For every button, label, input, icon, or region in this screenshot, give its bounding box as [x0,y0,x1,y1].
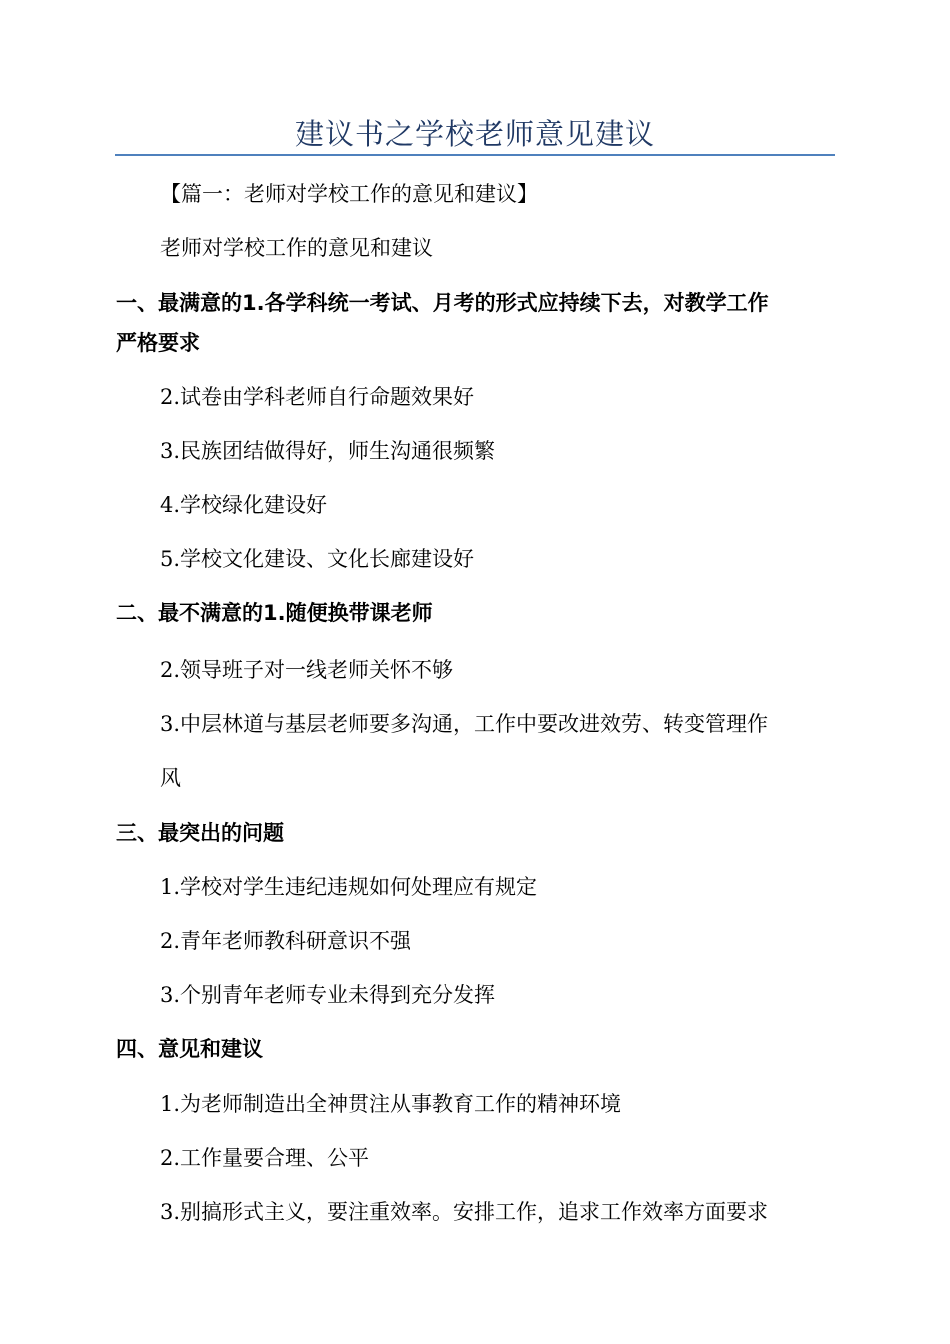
list-item: 3.民族团结做得好，师生沟通很频繁 [160,439,496,463]
list-item: 5.学校文化建设、文化长廊建设好 [160,547,475,571]
list-item: 1.为老师制造出全神贯注从事教育工作的精神环境 [160,1092,622,1116]
list-item: 2.领导班子对一线老师关怀不够 [160,658,454,682]
list-item: 1.学校对学生违纪违规如何处理应有规定 [160,875,538,899]
list-item: 2.试卷由学科老师自行命题效果好 [160,385,475,409]
list-item: 3.别搞形式主义，要注重效率。安排工作，追求工作效率方面要求 [160,1200,769,1224]
list-item: 2.青年老师教科研意识不强 [160,929,412,953]
list-item: 4.学校绿化建设好 [160,493,328,517]
section-heading: 【篇一：老师对学校工作的意见和建议】 [160,182,538,206]
heading-most-satisfied-cont: 严格要求 [116,331,200,355]
list-item: 3.个别青年老师专业未得到充分发挥 [160,983,496,1007]
list-item: 3.中层林道与基层老师要多沟通，工作中要改进效劳、转变管理作 [160,712,769,736]
list-item: 2.工作量要合理、公平 [160,1146,370,1170]
document-title: 建议书之学校老师意见建议 [294,117,655,151]
list-item-cont: 风 [160,766,181,790]
subtitle: 老师对学校工作的意见和建议 [160,236,433,260]
heading-prominent-issues: 三、最突出的问题 [116,821,284,845]
title-underline [115,154,835,156]
heading-most-satisfied: 一、最满意的1.各学科统一考试、月考的形式应持续下去，对教学工作 [116,291,769,315]
heading-suggestions: 四、意见和建议 [116,1037,263,1061]
heading-least-satisfied: 二、最不满意的1.随便换带课老师 [116,601,433,625]
